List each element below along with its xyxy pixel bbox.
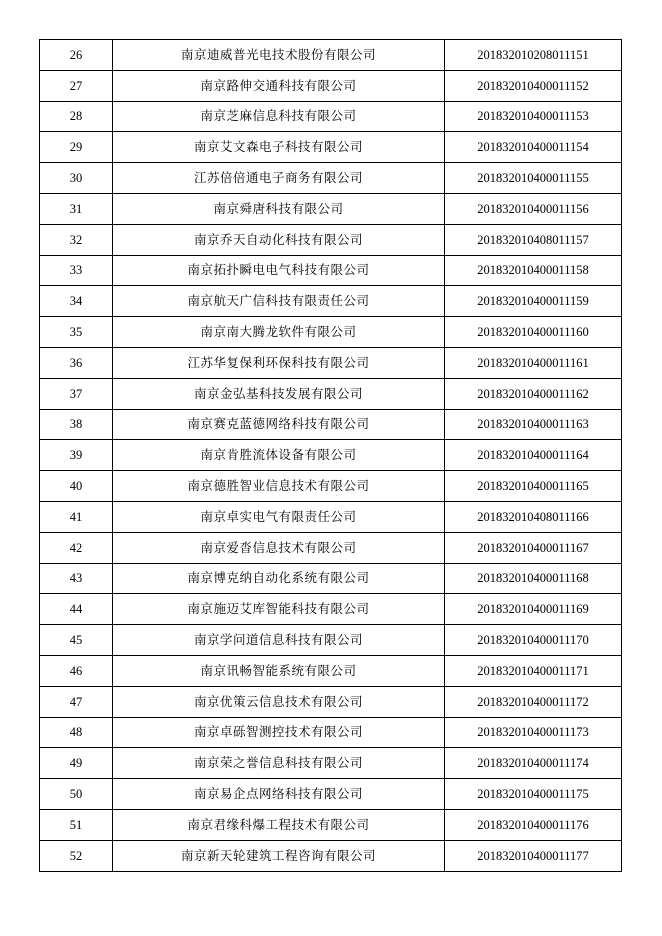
registration-code-cell: 201832010400011153 <box>445 101 622 132</box>
registration-code-cell: 201832010400011161 <box>445 347 622 378</box>
company-name-cell: 南京君缘科爆工程技术有限公司 <box>113 809 445 840</box>
company-name-cell: 南京路伸交通科技有限公司 <box>113 70 445 101</box>
registration-code-cell: 201832010400011164 <box>445 440 622 471</box>
registration-code-cell: 201832010400011156 <box>445 193 622 224</box>
table-row <box>40 378 622 409</box>
company-name-cell: 南京舜唐科技有限公司 <box>113 193 445 224</box>
row-number-cell: 43 <box>40 563 113 594</box>
table-row <box>40 532 622 563</box>
company-name-cell: 南京德胜智业信息技术有限公司 <box>113 471 445 502</box>
registration-code-cell: 201832010400011177 <box>445 840 622 871</box>
registration-code-cell: 201832010400011172 <box>445 686 622 717</box>
company-name-cell: 南京肯胜流体设备有限公司 <box>113 440 445 471</box>
table-row <box>40 809 622 840</box>
registration-code-cell: 201832010408011157 <box>445 224 622 255</box>
registration-code-cell: 201832010400011154 <box>445 132 622 163</box>
table-row <box>40 317 622 348</box>
table-row <box>40 594 622 625</box>
row-number-cell: 41 <box>40 501 113 532</box>
row-number-cell: 36 <box>40 347 113 378</box>
registration-code-cell: 201832010400011173 <box>445 717 622 748</box>
table-row <box>40 501 622 532</box>
company-name-cell: 南京易企点网络科技有限公司 <box>113 779 445 810</box>
registration-code-cell: 201832010400011163 <box>445 409 622 440</box>
row-number-cell: 31 <box>40 193 113 224</box>
company-name-cell: 南京航天广信科技有限责任公司 <box>113 286 445 317</box>
registration-code-cell: 201832010400011167 <box>445 532 622 563</box>
row-number-cell: 46 <box>40 655 113 686</box>
registration-code-cell: 201832010408011166 <box>445 501 622 532</box>
company-name-cell: 南京乔天自动化科技有限公司 <box>113 224 445 255</box>
registration-code-cell: 201832010400011176 <box>445 809 622 840</box>
company-name-cell: 南京赛克蓝德网络科技有限公司 <box>113 409 445 440</box>
registration-code-cell: 201832010400011168 <box>445 563 622 594</box>
table-row <box>40 101 622 132</box>
company-name-cell: 南京施迈艾库智能科技有限公司 <box>113 594 445 625</box>
company-name-cell: 南京金弘基科技发展有限公司 <box>113 378 445 409</box>
table-row <box>40 286 622 317</box>
table-row <box>40 163 622 194</box>
table-row <box>40 347 622 378</box>
registration-code-cell: 201832010400011169 <box>445 594 622 625</box>
company-name-cell: 南京优策云信息技术有限公司 <box>113 686 445 717</box>
registration-code-cell: 201832010400011159 <box>445 286 622 317</box>
company-name-cell: 南京讯畅智能系统有限公司 <box>113 655 445 686</box>
company-name-cell: 南京芝麻信息科技有限公司 <box>113 101 445 132</box>
row-number-cell: 42 <box>40 532 113 563</box>
company-name-cell: 南京博克纳自动化系统有限公司 <box>113 563 445 594</box>
table-row <box>40 70 622 101</box>
row-number-cell: 35 <box>40 317 113 348</box>
row-number-cell: 51 <box>40 809 113 840</box>
company-name-cell: 南京学问道信息科技有限公司 <box>113 625 445 656</box>
row-number-cell: 47 <box>40 686 113 717</box>
registration-code-cell: 201832010400011174 <box>445 748 622 779</box>
company-name-cell: 南京南大腾龙软件有限公司 <box>113 317 445 348</box>
row-number-cell: 49 <box>40 748 113 779</box>
table-row <box>40 840 622 871</box>
company-name-cell: 南京新天轮建筑工程咨询有限公司 <box>113 840 445 871</box>
company-name-cell: 南京荣之誉信息科技有限公司 <box>113 748 445 779</box>
company-name-cell: 南京迪威普光电技术股份有限公司 <box>113 40 445 71</box>
table-row <box>40 409 622 440</box>
row-number-cell: 30 <box>40 163 113 194</box>
row-number-cell: 27 <box>40 70 113 101</box>
company-name-cell: 南京卓砾智测控技术有限公司 <box>113 717 445 748</box>
company-name-cell: 江苏倍倍通电子商务有限公司 <box>113 163 445 194</box>
row-number-cell: 28 <box>40 101 113 132</box>
table-row <box>40 625 622 656</box>
table-row <box>40 255 622 286</box>
row-number-cell: 38 <box>40 409 113 440</box>
row-number-cell: 45 <box>40 625 113 656</box>
registration-code-cell: 201832010400011160 <box>445 317 622 348</box>
row-number-cell: 48 <box>40 717 113 748</box>
registration-code-cell: 201832010400011175 <box>445 779 622 810</box>
row-number-cell: 37 <box>40 378 113 409</box>
row-number-cell: 40 <box>40 471 113 502</box>
company-name-cell: 南京艾文森电子科技有限公司 <box>113 132 445 163</box>
company-list-table <box>39 39 622 872</box>
row-number-cell: 33 <box>40 255 113 286</box>
company-name-cell: 江苏华复保利环保科技有限公司 <box>113 347 445 378</box>
table-row <box>40 471 622 502</box>
row-number-cell: 44 <box>40 594 113 625</box>
registration-code-cell: 201832010400011170 <box>445 625 622 656</box>
table-row <box>40 224 622 255</box>
table-row <box>40 40 622 71</box>
table-row <box>40 193 622 224</box>
table-row <box>40 779 622 810</box>
table-row <box>40 748 622 779</box>
registration-code-cell: 201832010400011165 <box>445 471 622 502</box>
table-row <box>40 132 622 163</box>
registration-code-cell: 201832010400011158 <box>445 255 622 286</box>
table-row <box>40 440 622 471</box>
registration-code-cell: 201832010400011152 <box>445 70 622 101</box>
row-number-cell: 34 <box>40 286 113 317</box>
registration-code-cell: 201832010208011151 <box>445 40 622 71</box>
row-number-cell: 39 <box>40 440 113 471</box>
table-body <box>40 40 622 872</box>
table-row <box>40 655 622 686</box>
table-row <box>40 717 622 748</box>
row-number-cell: 29 <box>40 132 113 163</box>
row-number-cell: 52 <box>40 840 113 871</box>
row-number-cell: 26 <box>40 40 113 71</box>
registration-code-cell: 201832010400011162 <box>445 378 622 409</box>
company-name-cell: 南京卓实电气有限责任公司 <box>113 501 445 532</box>
company-name-cell: 南京爱沓信息技术有限公司 <box>113 532 445 563</box>
registration-code-cell: 201832010400011155 <box>445 163 622 194</box>
table-row <box>40 686 622 717</box>
row-number-cell: 32 <box>40 224 113 255</box>
row-number-cell: 50 <box>40 779 113 810</box>
table-row <box>40 563 622 594</box>
registration-code-cell: 201832010400011171 <box>445 655 622 686</box>
company-name-cell: 南京拓扑瞬电电气科技有限公司 <box>113 255 445 286</box>
